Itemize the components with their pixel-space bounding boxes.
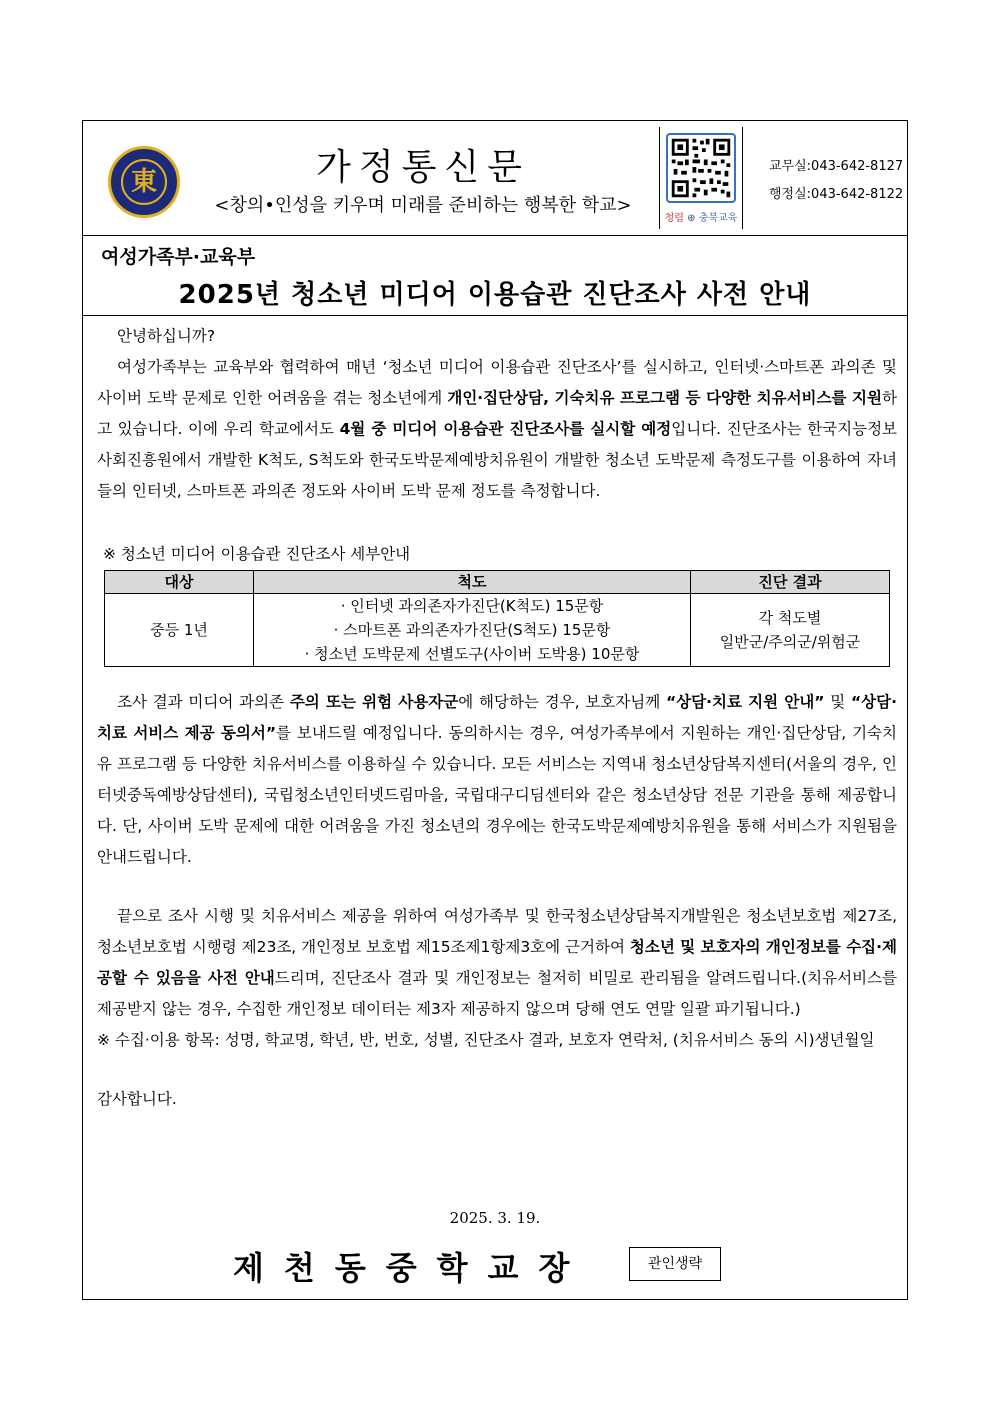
- qr-block: [659, 127, 743, 229]
- page-title: 가정통신문: [316, 147, 530, 188]
- target-cell: 중등 1년: [105, 594, 254, 667]
- contact-phones: [769, 153, 903, 209]
- official-seal-omitted: 관인생략: [629, 1247, 721, 1281]
- qr-caption: 청렴 ⊕ 충북교육: [664, 213, 738, 224]
- scale-cell: · 인터넷 과의존자가진단(K척도) 15문항 · 스마트폰 과의존자가진단(S척도) 15문항 · 청소년 도박문제 선별도구(사이버 도박용) 10문항: [254, 594, 691, 667]
- chungbuk-logo-icon: ⊕: [687, 213, 696, 224]
- table-row: [105, 594, 890, 667]
- school-emblem-icon: 東: [108, 146, 180, 218]
- header: [83, 121, 907, 236]
- survey-detail-table: [104, 570, 890, 667]
- notice-body: [97, 321, 897, 1115]
- document-frame: [82, 120, 908, 1300]
- school-slogan: <창의•인성을 키우며 미래를 준비하는 행복한 학교>: [214, 195, 632, 216]
- closing-thanks: 감사합니다.: [97, 1090, 177, 1108]
- col-header-target: 대상: [105, 571, 254, 594]
- paragraph-results: 조사 결과 미디어 과의존 주의 또는 위험 사용자군에 해당하는 경우, 보호자님께 “상담·치료 지원 안내” 및 “상담·치료 서비스 제공 동의서”를 보내드릴 예정입니다. 동의하시는 경우, 여성가족부에서 지원하는 개인·집단상담, 기숙치유 프로그램 등 다양한 치유서비스를 이용하실 수 있습니다. 모든 서비스는 지역내 청소년상담복지센터(서울의 경우, 인터넷중독예방상담센터), 국립청소년인터넷드림마을, 국립대구디딤센터와 같은 청소년상담 전문 기관을 통해 제공합니다. 단, 사이버 도박 문제에 대한 어려움을 가진 청소년의 경우에는 한국도박문제예방치유원을 통해 서비스가 지원됨을 안내드립니다.: [97, 693, 898, 866]
- issuing-organizations: 여성가족부·교육부: [101, 246, 256, 268]
- phone-admin-office: 행정실:043-642-8122: [769, 187, 904, 202]
- paragraph-privacy: 끝으로 조사 시행 및 치유서비스 제공을 위하여 여성가족부 및 한국청소년상담복지개발원은 청소년보호법 제27조, 청소년보호법 시행령 제23조, 개인정보 보호법 제15조제1항제3호에 근거하여 청소년 및 보호자의 개인정보를 수집·제공할 수 있음을 사전 안내드리며, 진단조사 결과 및 개인정보는 철저히 비밀로 관리됨을 알려드립니다.(치유서비스를 제공받지 않는 경우, 수집한 개인정보 데이터는 제3자 제공하지 않으며 당해 연도 연말 일괄 파기됩니다.): [97, 907, 897, 1018]
- greeting: 안녕하십니까?: [117, 327, 216, 345]
- col-header-result: 진단 결과: [691, 571, 890, 594]
- result-cell: 각 척도별 일반군/주의군/위험군: [691, 594, 890, 667]
- col-header-scale: 척도: [254, 571, 691, 594]
- qr-code-icon[interactable]: [666, 133, 736, 203]
- table-caption: ※ 청소년 미디어 이용습관 진단조사 세부안내: [103, 545, 411, 563]
- paragraph-intro: 여성가족부는 교육부와 협력하여 매년 ‘청소년 미디어 이용습관 진단조사’를 실시하고, 인터넷·스마트폰 과의존 및 사이버 도박 문제로 인한 어려움을 겪는 청소년에게 개인·집단상담, 기숙치유 프로그램 등 다양한 치유서비스를 지원하고 있습니다. 이에 우리 학교에서도 4월 중 미디어 이용습관 진단조사를 실시할 예정입니다. 진단조사는 한국지능정보사회진흥원에서 개발한 K척도, S척도와 한국도박문제예방치유원이 개발한 청소년 도박문제 측정도구를 이용하여 자녀들의 인터넷, 스마트폰 과의존 정도와 사이버 도박 문제 정도를 측정합니다.: [97, 358, 898, 500]
- table-header-row: [105, 571, 890, 594]
- phone-academic-office: 교무실:043-642-8127: [769, 159, 904, 174]
- notice-heading: [83, 236, 907, 316]
- principal-signature: 제천동중학교장: [233, 1249, 590, 1287]
- notice-title: 2025년 청소년 미디어 이용습관 진단조사 사전 안내: [178, 280, 812, 310]
- issue-date: 2025. 3. 19.: [449, 1209, 541, 1227]
- collected-items-note: ※ 수집·이용 항목: 성명, 학교명, 학년, 반, 번호, 성별, 진단조사 결과, 보호자 연락처, (치유서비스 동의 시)생년월일: [97, 1031, 875, 1049]
